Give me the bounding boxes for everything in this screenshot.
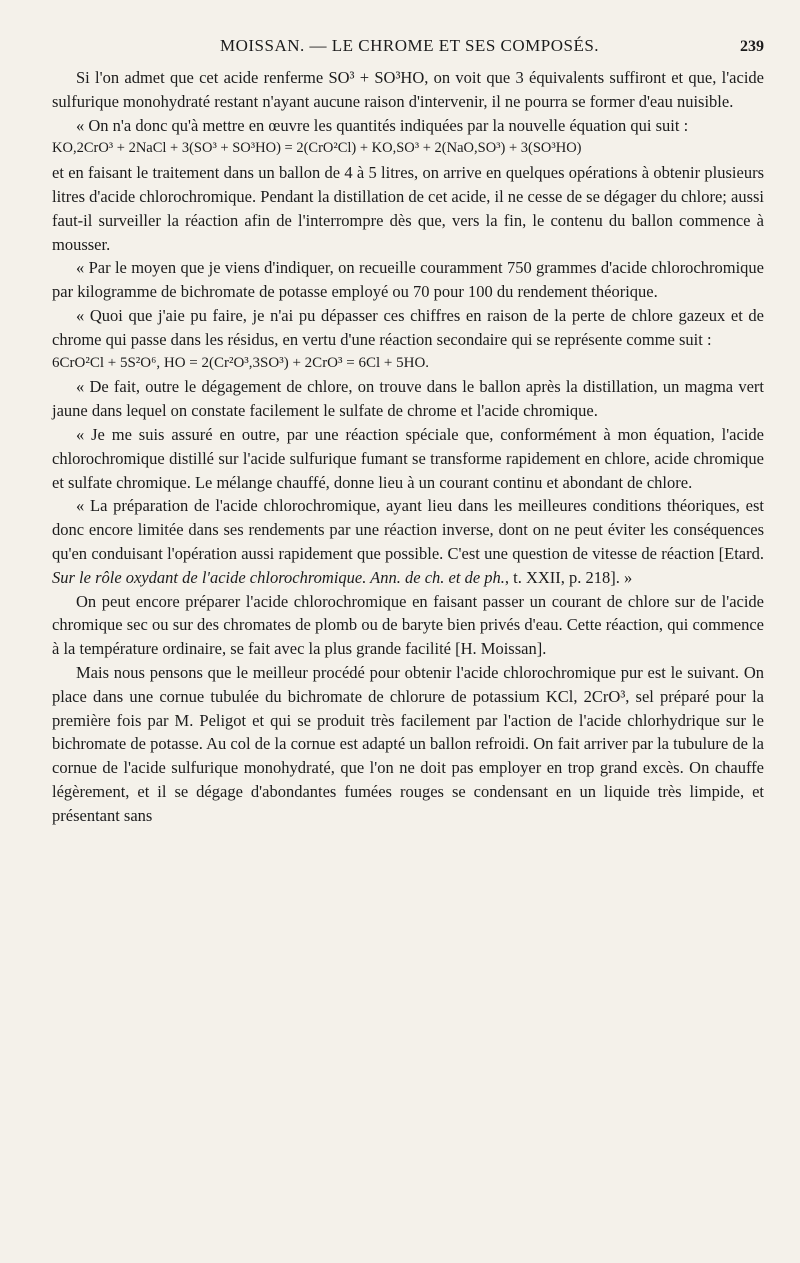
citation-title: Sur le rôle oxydant de l'acide chlorochromique. Ann. de ch. et de ph. (52, 567, 505, 587)
page-header (220, 36, 764, 64)
paragraph: « De fait, outre le dégagement de chlore, on trouve dans le ballon après la distillation, un magma vert jaune dans lequel on constate facilement le sulfate de chrome et l'acide chromique. (52, 377, 764, 421)
paragraph: et en faisant le traitement dans un ballon de 4 à 5 litres, on arrive en quelques opérations à obtenir plusieurs litres d'acide chlorochromique. Pendant la distillation de cet acide, il ne cesse de se dégager du chlore; aussi faut-il surveiller la réaction afin de l'interrompre dès que, vers la fin, le contenu du ballon commence à mousser. (52, 163, 764, 254)
page-body (52, 66, 764, 828)
paragraph: « Quoi que j'aie pu faire, je n'ai pu dépasser ces chiffres en raison de la perte de chlore gazeux et de chrome qui passe dans les résidus, en vertu d'une réaction secondaire qui se représente comme suit : (52, 305, 764, 349)
equation: 6CrO²Cl + 5S²O⁶, HO = 2(Cr²O³,3SO³) + 2CrO³ = 6Cl + 5HO. (52, 354, 430, 371)
equation: KO,2CrO³ + 2NaCl + 3(SO³ + SO³HO) = 2(CrO²Cl) + KO,SO³ + 2(NaO,SO³) + 3(SO³HO) (52, 140, 582, 157)
paragraph: « Par le moyen que je viens d'indiquer, on recueille couramment 750 grammes d'acide chlorochromique par kilogramme de bichromate de potasse employé ou 70 pour 100 du rendement théorique. (52, 258, 764, 302)
citation-end: , t. XXII, p. 218]. » (504, 567, 633, 587)
paragraph: On peut encore préparer l'acide chlorochromique en faisant passer un courant de chlore sur de l'acide chromique sec ou sur des chromates de plomb ou de baryte bien privés d'eau. Cette réaction, qui commence à la température ordinaire, se fait avec la plus grande facilité [H. Moissan]. (52, 591, 764, 659)
page-number: 239 (740, 38, 764, 55)
paragraph-text: « La préparation de l'acide chlorochromique, ayant lieu dans les meilleures conditions théoriques, est donc encore limitée dans ses rendements par une réaction inverse, dont on ne peut éviter les conséquences qu'en conduisant l'opération aussi rapidement que possible. C'est une question de vitesse de réaction [Etard. (52, 496, 764, 563)
paragraph: Si l'on admet que cet acide renferme SO³ + SO³HO, on voit que 3 équivalents suffiront et que, l'acide sulfurique monohydraté restant n'ayant aucune raison d'intervenir, il ne pourra se former d'eau nuisible. (52, 68, 764, 111)
paragraph: « On n'a donc qu'à mettre en œuvre les quantités indiquées par la nouvelle équation qui suit : (76, 115, 689, 135)
paragraph: Mais nous pensons que le meilleur procédé pour obtenir l'acide chlorochromique pur est le suivant. On place dans une cornue tubulée du bichromate de chlorure de potassium KCl, 2CrO³, sel préparé pour la première fois par M. Peligot et qui se produit très facilement par l'action de l'acide chlorhydrique sur le bichromate de potasse. Au col de la cornue est adapté un ballon refroidi. On fait arriver par la tubulure de la cornue de l'acide sulfurique monohydraté, que l'on ne doit pas employer en trop grand excès. On chauffe légèrement, et il se dégage d'abondantes fumées rouges se condensant en un liquide très limpide, et présentant sans (52, 662, 764, 825)
paragraph (52, 494, 764, 589)
paragraph: « Je me suis assuré en outre, par une réaction spéciale que, conformément à mon équation, l'acide chlorochromique distillé sur l'acide sulfurique fumant se transforme rapidement en chlore, acide chromique et sulfate chromique. Le mélange chauffé, donne lieu à un courant continu et abondant de chlore. (52, 424, 764, 492)
running-title: MOISSAN. — LE CHROME ET SES COMPOSÉS. (220, 36, 600, 55)
